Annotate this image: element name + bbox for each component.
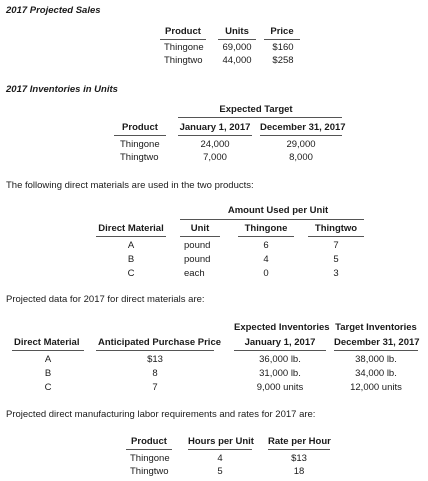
materials-cell-material-b: B	[127, 254, 135, 265]
materials-header-thingtwo: Thingtwo	[314, 223, 358, 234]
inventories-title: 2017 Inventories in Units	[6, 84, 118, 95]
projected-header-target-line1: Target Inventories	[335, 322, 417, 333]
inventories-cell-product-1: Thingone	[120, 139, 160, 150]
sales-cell-product-1: Thingone	[164, 42, 204, 53]
labor-cell-rate-2: 18	[293, 466, 305, 477]
sales-header-price: Price	[270, 26, 294, 37]
projected-header-material: Direct Material	[14, 337, 80, 348]
sales-cell-price-1: $160	[272, 42, 294, 53]
sales-rule-price	[264, 39, 300, 40]
inventories-header-jan: January 1, 2017	[179, 122, 251, 133]
labor-rule-hours	[188, 449, 252, 450]
projected-cell-expected-c: 9,000 units	[256, 382, 304, 393]
materials-rule-thingone	[238, 236, 294, 237]
inventories-header-product: Product	[122, 122, 158, 133]
projected-cell-target-c: 12,000 units	[350, 382, 402, 393]
inventories-cell-jan-2: 7,000	[203, 152, 227, 163]
materials-cell-unit-b: pound	[184, 254, 211, 265]
projected-rule-expected	[234, 350, 326, 351]
labor-intro-text: Projected direct manufacturing labor requirements and rates for 2017 are:	[6, 409, 316, 420]
projected-cell-target-b: 34,000 lb.	[355, 368, 397, 379]
projected-cell-expected-a: 36,000 lb.	[259, 354, 301, 365]
inventories-cell-dec-2: 8,000	[289, 152, 313, 163]
materials-cell-thingone-b: 4	[263, 254, 269, 265]
materials-intro-text: The following direct materials are used in the two products:	[6, 180, 254, 191]
inventories-cell-dec-1: 29,000	[286, 139, 316, 150]
projected-cell-material-c: C	[44, 382, 52, 393]
inventories-rule-product	[114, 135, 166, 136]
inventories-cell-jan-1: 24,000	[200, 139, 230, 150]
materials-group-rule	[180, 219, 364, 220]
sales-rule-product	[160, 39, 206, 40]
materials-cell-thingone-c: 0	[263, 268, 269, 279]
projected-rule-material	[12, 350, 84, 351]
sales-cell-product-2: Thingtwo	[164, 55, 203, 66]
projected-cell-material-b: B	[44, 368, 52, 379]
projected-cell-price-a: $13	[147, 354, 163, 365]
labor-header-product: Product	[131, 436, 167, 447]
projected-cell-material-a: A	[44, 354, 52, 365]
materials-header-unit: Unit	[190, 223, 210, 234]
materials-cell-material-c: C	[127, 268, 135, 279]
labor-cell-rate-1: $13	[291, 453, 307, 464]
materials-cell-thingtwo-b: 5	[333, 254, 339, 265]
projected-header-price: Anticipated Purchase Price	[98, 337, 222, 348]
projected-cell-price-c: 7	[152, 382, 158, 393]
materials-cell-thingone-a: 6	[263, 240, 269, 251]
sales-cell-units-2: 44,000	[222, 55, 252, 66]
sales-cell-units-1: 69,000	[222, 42, 252, 53]
projected-rule-target	[334, 350, 418, 351]
labor-cell-hours-1: 4	[217, 453, 223, 464]
sales-header-units: Units	[225, 26, 249, 37]
inventories-group-rule	[178, 117, 342, 118]
projected-cell-expected-b: 31,000 lb.	[259, 368, 301, 379]
materials-rule-material	[96, 236, 166, 237]
projected-header-expected-line2: January 1, 2017	[244, 337, 316, 348]
projected-header-expected-line1: Expected Inventories	[234, 322, 330, 333]
sales-cell-price-2: $258	[272, 55, 294, 66]
sales-header-product: Product	[165, 26, 201, 37]
labor-cell-product-1: Thingone	[130, 453, 170, 464]
materials-header-thingone: Thingone	[244, 223, 288, 234]
inventories-cell-product-2: Thingtwo	[120, 152, 159, 163]
sales-rule-units	[218, 39, 256, 40]
projected-rule-price	[96, 350, 214, 351]
projected-header-target-line2: December 31, 2017	[334, 337, 420, 348]
labor-rule-rate	[268, 449, 330, 450]
labor-cell-product-2: Thingtwo	[130, 466, 169, 477]
labor-cell-hours-2: 5	[217, 466, 223, 477]
materials-cell-material-a: A	[127, 240, 135, 251]
materials-cell-unit-c: each	[184, 268, 205, 279]
projected-sales-title: 2017 Projected Sales	[6, 5, 101, 16]
labor-rule-product	[126, 449, 172, 450]
materials-rule-thingtwo	[308, 236, 364, 237]
projected-cell-price-b: 8	[152, 368, 158, 379]
projected-intro-text: Projected data for 2017 for direct materials are:	[6, 294, 205, 305]
inventories-group-header: Expected Target	[219, 104, 293, 115]
materials-header-material: Direct Material	[98, 223, 164, 234]
materials-group-header: Amount Used per Unit	[227, 205, 329, 216]
labor-header-hours: Hours per Unit	[188, 436, 254, 447]
materials-cell-thingtwo-a: 7	[333, 240, 339, 251]
labor-header-rate: Rate per Hour	[268, 436, 331, 447]
inventories-rule-jan	[178, 135, 252, 136]
projected-cell-target-a: 38,000 lb.	[355, 354, 397, 365]
inventories-rule-dec	[260, 135, 342, 136]
inventories-header-dec: December 31, 2017	[260, 122, 346, 133]
materials-cell-unit-a: pound	[184, 240, 211, 251]
materials-rule-unit	[180, 236, 220, 237]
materials-cell-thingtwo-c: 3	[333, 268, 339, 279]
